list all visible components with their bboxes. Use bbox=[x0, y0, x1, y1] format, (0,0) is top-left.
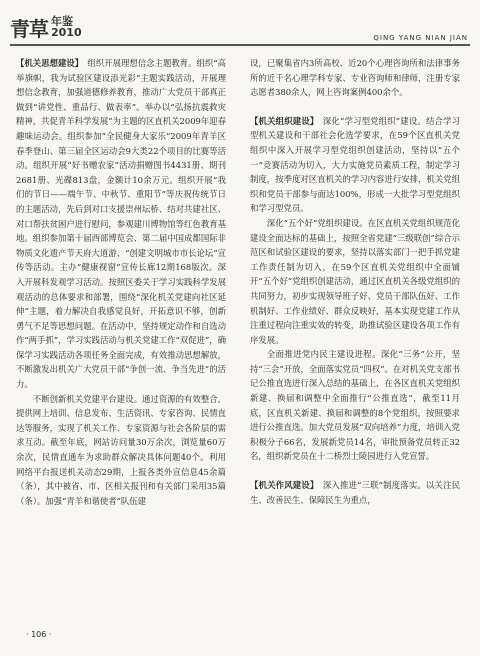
left-column bbox=[16, 56, 226, 508]
logo-mark: 青草 bbox=[10, 16, 48, 41]
paragraph: 全面推进党内民主建设进程。深化“三务”公开，坚持“三会”开放，全面落实党员“四权”。在对机关党支部书记公推直选进行深入总结的基础上，在各区直机关党组织新建、换届和调整中全面推行“公推直选”，截至11月底，区直机关新建、换届和调整的8个党组织，按照要求进行公推直选。加大党员发展“双向培养”力度，培训入党积极分子66名，发展新党员14名，审批预备党员转正32名，组织新党员在十二桥烈士陵园进行入党宣誓。 bbox=[250, 349, 460, 462]
page-header bbox=[0, 0, 480, 46]
logo-word: 年鉴 bbox=[51, 15, 73, 28]
section-tag: 【机关思想建设】 bbox=[16, 58, 79, 68]
paragraph-text: 组织开展理想信念主题教育。组织“高举旗帜，我为试验区建设添光彩”主题实践活动，开展理想信念教育，加强道德修养教育，推动广大党员干部真正做到“讲党性、重品行、做表率”。举办以“弘扬抗震救灾精神，共促青羊科学发展”为主题的区直机关2009年迎春趣味运动会。组织参加“全民健身大家乐”2009年青羊区春季登山、第三届全区运动会9大类22个项目的比赛等活动。组织开展“好书赠农家”活动捐赠图书4431册、期刊2681册、光碟813盘，金额计10余万元。组织开展“我们的节日——端午节、中秋节、重阳节”等庆祝传统节日的主题活动，先后到对口支援崇州坛桥、结对共建社区、对口帮扶贫困户进行慰问，参观建川博物馆等红色教育基地。组织参加第十届西部博览会、第二届中国成都国际非物质文化遗产节天府大道游、“创建文明城市市长论坛”宣传等活动。主办“健康视窗”宣传长廊12期168版次。深入开展科发观学习活动。按照区委关于学习实践科学发展观活动的总体要求和部署，围绕“深化机关党建向社区延伸”主题，着力解决自我感觉良好，开拓意识不够，创新勇气不足等思想问题。在活动中，坚持规定动作和自选动作“两手抓”，学习实践活动与机关党建工作“双促进”，确保学习实践活动各项任务全面完成，有效推动思想解放，不断激发出机关广大党员干部“争创一流、争当先进”的活力。 bbox=[16, 58, 227, 390]
paragraph bbox=[250, 114, 460, 216]
header-rule bbox=[10, 44, 470, 46]
paragraph-text: 深入推进“三联”制度落实。以关注民生、改善民生、保障民生为重点， bbox=[250, 480, 461, 505]
logo-year: 2010 bbox=[51, 26, 82, 39]
section-tag: 【机关作风建设】 bbox=[250, 480, 315, 491]
yearbook-logo bbox=[10, 14, 82, 40]
paragraph: 深化“五个好”党组织建设。在区直机关党组织规范化建设全面达标的基础上，按照全省党建“三级联创”综合示范区和试验区建设的要求，坚持以落实部门一把手抓党建工作责任制为切入，在59个区直机关党组织中全面铺开“五个好”党组织创建活动，通过区直机关各级党组织的共同努力，初步实现领导班子好、党员干部队伍好、工作机制好、工作业绩好、群众反映好，基本实现党建工作从注重过程向注重实效的转变，助推试验区建设各项工作有序发展。 bbox=[250, 217, 460, 345]
right-column bbox=[250, 56, 460, 507]
paragraph-text: 深化“学习型党组织”建设。结合学习型机关建设和干部社会化选学要求，在59个区直机关党组织中深入开展学习型党组织创建活动，坚持以“五个一”竞赛活动为切入，大力实施党员素质工程，制定学习制度，按季度对区直机关的学习内容进行安排，机关党组织和党员干部参与面达100%，形成一大批学习型党组织和学习型党员。 bbox=[250, 115, 461, 214]
header-pinyin: QING YANG NIAN JIAN bbox=[373, 34, 468, 42]
paragraph bbox=[250, 478, 460, 507]
page-number: · 106 · bbox=[26, 630, 52, 639]
section-tag: 【机关组织建设】 bbox=[250, 115, 315, 126]
paragraph: 设，已聚集省内3所高校、近20个心理咨询所和法律事务所的近千名心理学科专家、专业咨询师和律师，注册专家志愿者380余人，网上咨询案例400余个。 bbox=[250, 58, 460, 98]
paragraph: 不断创新机关党建平台建设。通过资源的有效整合，提供网上培训、信息发布、生活资讯、专家咨询、民情直达等服务，实现了机关工作、专家资源与社会各阶层的需求互动。截至年底，网站访问量30万余次，浏览量60万余次，民情直通车为求助群众解决具体问题40个。利用网络平台报送机关动态29期，上报各类外宣信息45余篇（条），其中被省、市、区相关报刊和有关部门采用35篇（条）。加强“青羊和谐使者”队伍建 bbox=[16, 393, 226, 506]
paragraph bbox=[16, 56, 226, 392]
